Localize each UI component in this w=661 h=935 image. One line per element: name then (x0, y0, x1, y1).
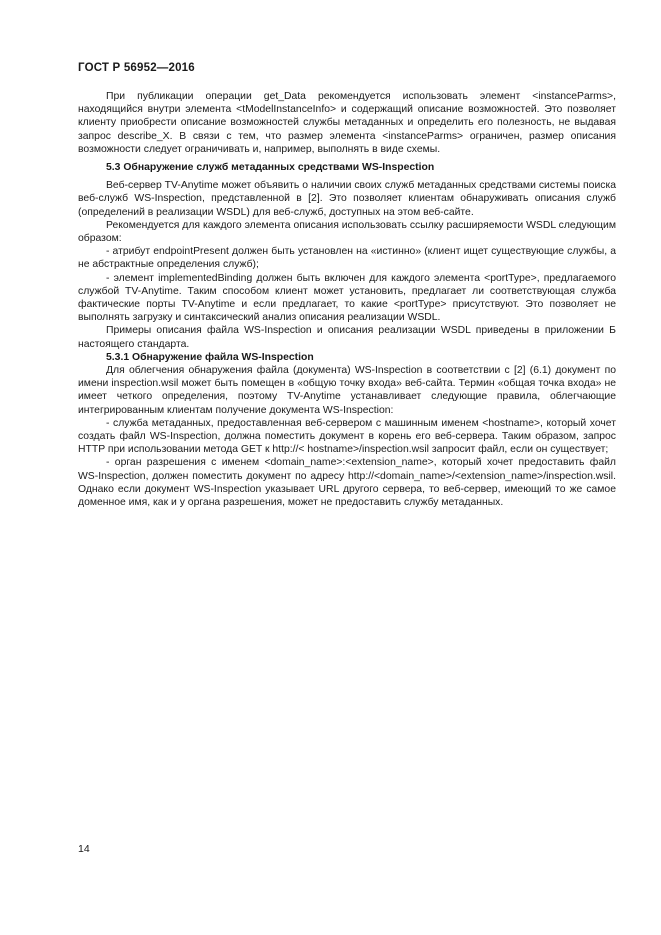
paragraph-recommendation: Рекомендуется для каждого элемента описания использовать ссылку расширяемости WSDL следующим образом: (78, 219, 616, 245)
section-heading-5-3: 5.3 Обнаружение служб метаданных средствами WS-Inspection (106, 162, 435, 174)
document-header: ГОСТ Р 56952—2016 (78, 62, 195, 74)
section-heading-5-3-1: 5.3.1 Обнаружение файла WS-Inspection (106, 351, 314, 363)
paragraph-examples: Примеры описания файла WS-Inspection и описания реализации WSDL приведены в приложении Б настоящего стандарта. (78, 325, 616, 350)
list-item-implemented-binding: - элемент implementedBinding должен быть включен для каждого элемента <portType>, предлагаемого службой TV-Anytime. Таким способом клиент может установить, предлагает ли соответствующая служба фактические порты TV-Anytime и если предлагает, то какие <portType> присутствуют. Это позволяет не выполнять загрузку и синтаксический анализ описания реализации WSDL. (78, 272, 616, 324)
paragraph-entry-point: Для облегчения обнаружения файла (документа) WS-Inspection в соответствии с [2] (6.1) документ по имени inspection.wsil может быть помещен в «общую точку входа» веб-сайта. Термин «общая точка входа» не имеет четкого определения, поэтому TV-Anytime устанавливает следующие правила, облегчающие интегрированным клиентам получение документа WS-Inspection: (78, 365, 616, 416)
document-body (78, 90, 616, 509)
list-item-hostname: - служба метаданных, предоставленная веб-сервером с машинным именем <hostname>, который хочет создать файл WS-Inspection, должна поместить документ в корень его веб-сервера. Таким образом, запрос HTTP при использовании метода GET к http://< hostname>/inspection.wsil запросит файл, если он существует; (78, 417, 616, 456)
list-item-endpoint-present: - атрибут endpointPresent должен быть установлен на «истинно» (клиент ищет существующие службы, а не абстрактные определения служб); (78, 246, 616, 271)
paragraph-get-data: При публикации операции get_Data рекомендуется использовать элемент <instanceParms>, находящийся внутри элемента <tModelInstanceInfo> и содержащий описание возможностей. Это позволяет клиенту приобрести описание возможностей службы метаданных и определить его полезность, не выдавая запрос describe_X. В связи с тем, что размер элемента <instanceParms> ограничен, размер описания возможности следует ограничивать и, например, выполнять в виде схемы. (78, 91, 616, 155)
list-item-domain-name: - орган разрешения с именем <domain_name>:<extension_name>, который хочет предоставить файл WS-Inspection, должен поместить документ по адресу http://<domain_name>/<extension_name>/inspection.wsil. Однако если документ WS-Inspection указывает URL другого сервера, то веб-сервер, имеющий то же самое доменное имя, как и у органа разрешения, может не предоставить службу метаданных. (78, 457, 616, 509)
page-number: 14 (78, 843, 90, 855)
paragraph-web-server: Веб-сервер TV-Anytime может объявить о наличии своих служб метаданных средствами системы поиска веб-служб WS-Inspection, представленной в [2]. Это позволяет клиентам обнаруживать описания служб (определений в реализации WSDL) для веб-служб, доступных на этом веб-сайте. (78, 180, 616, 218)
